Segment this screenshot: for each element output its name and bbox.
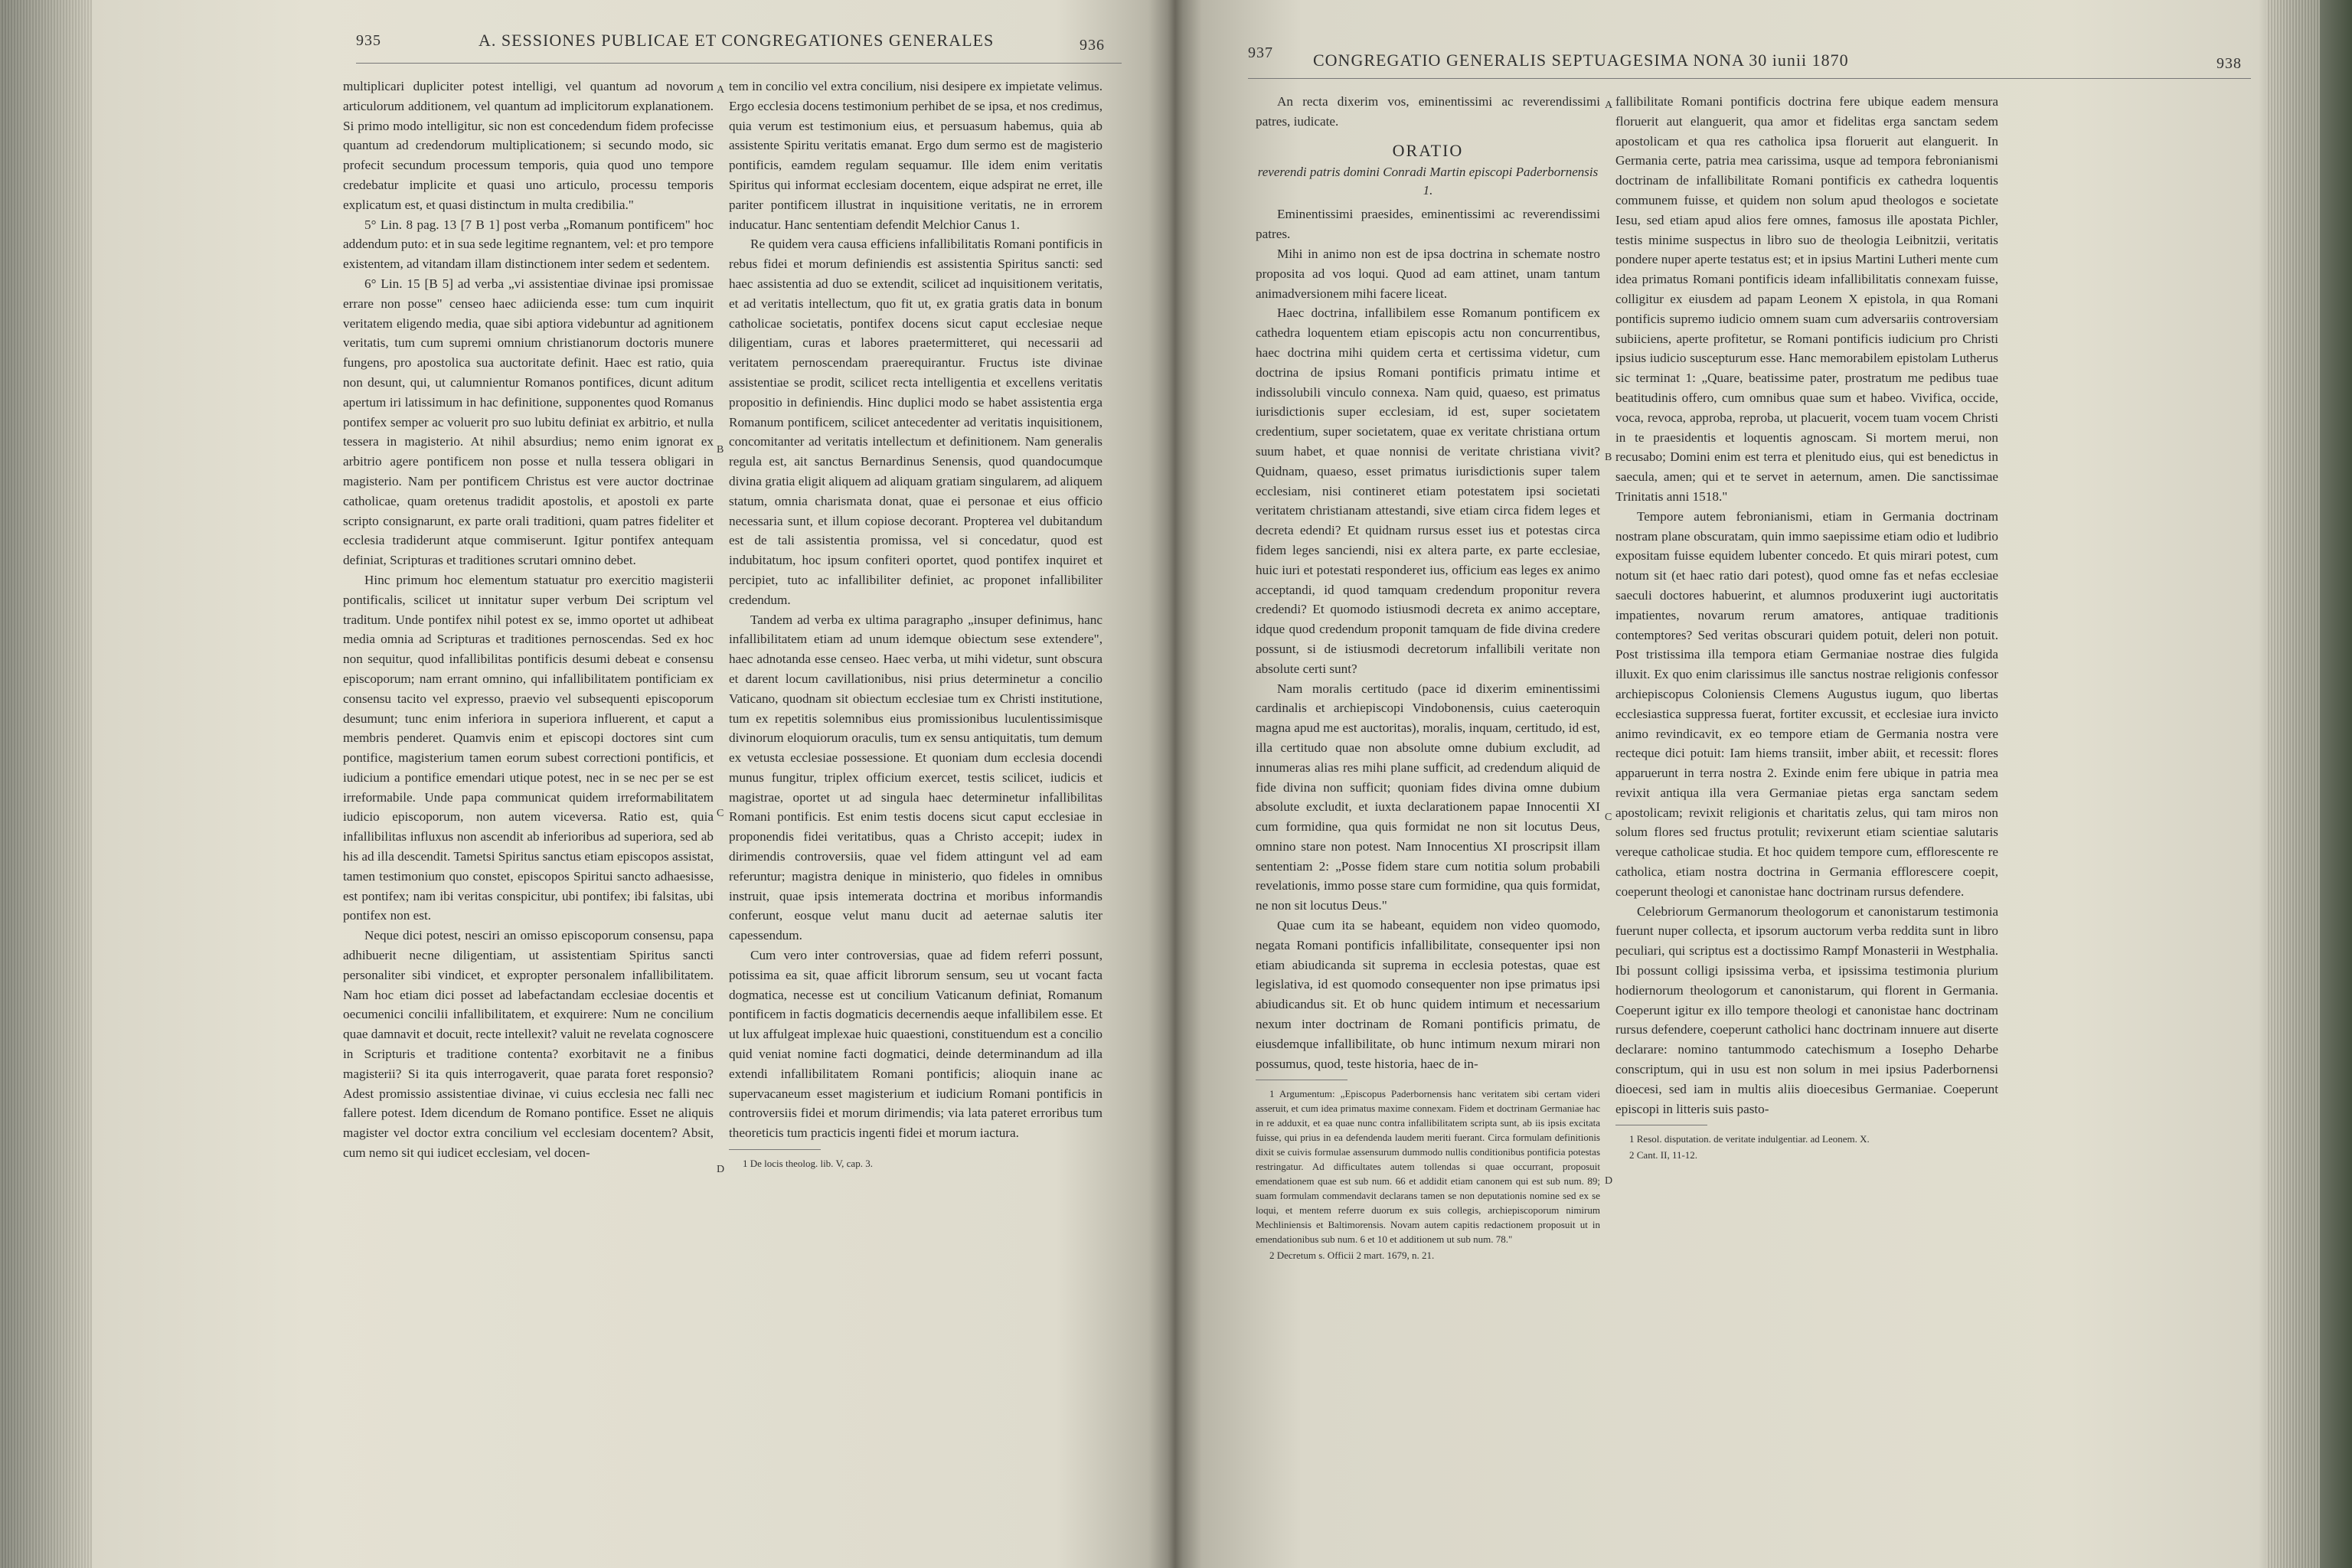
footnote <box>729 1156 1102 1171</box>
paragraph: Celebriorum Germanorum theologorum et canonistarum testimonia fuerunt nuper collecta, et ipsorum auctorum verba reddita sunt in libro peculiari, qui scriptus est a doctissimo Rampf Monasterii in Westphalia. Ibi possunt colligi ipsissima verba, et ipsissima testimonia plurium hodiernorum theologorum et canonistarum, qui florent in Germania. Coeperunt igitur ex illo tempore theologi et canonistae hanc doctrinam rursus defendere, coeperunt catholici hanc doctrinam innuere aut diserte declarare: nomino tantummodo catechismum a Iosepho Deharbe conscriptum, qui in usu est non solum in mei ipsius Paderbornensi dioecesi, sed iam in multis aliis dioecesibus Germaniae. Coeperunt episcopi in litteris suis pasto- <box>1615 903 1998 1116</box>
right-page-column-2 <box>1615 92 1998 1164</box>
oratio-heading: ORATIO <box>1392 140 1464 160</box>
left-page <box>337 0 1133 1568</box>
page-number-938: 938 <box>2216 55 2242 72</box>
paragraph: Tempore autem febronianismi, etiam in Germania doctrinam nostram plane obscuratam, quin immo saepissime etiam odio et ludibrio expositam fuisse equidem lubenter concedo. Et quis mirari potest, cum notum sit (et haec ratio dari potest), quod omne fas et nefas ecclesiae saeculi doctores habuerint, et alumnos produxerint iugi auctoritatis impatientes, novarum rerum amatores, antiquae traditionis contemptores? Sed veritas obscurari quidem potuit, deleri non potuit. Post tristissima illa tempora etiam Germaniae nostrae dies fulgida illuxit. Ex quo enim clarissimus ille sanctus nostrae religionis confessor archiepiscopus Coloniensis Clemens Augustus iugum, quo libertas ecclesiastica suppressa fuerat, fortiter excussit, et ecclesiae iura invicto animo revindicavit, ex eo tempore etiam de Germania nostra vere recteque dici potuit: Iam hiems transiit, imber abiit, et recessit: flores apparuerunt in terra nostra 2. Exinde enim fere ubique in patria mea revixit antiqua illa vera Germaniae pietas erga sanctam sedem apostolicam; revixit religionis et charitatis zelus, qui tam miros non solum flores sed fructus protulit; revixerunt etiam scientiae salutaris vereque catholicae studia. Et hoc quidem tempore cum, efflorescente re catholica, etiam nostra doctrina in Germania efflorescere coepit, coeperunt theologi et canonistae hanc doctrinam rursus defendere. <box>1615 508 1998 899</box>
header-rule-right <box>1248 78 2251 79</box>
running-title-left: A. SESSIONES PUBLICAE ET CONGREGATIONES GENERALES <box>479 31 995 50</box>
paragraph: Nam moralis certitudo (pace id dixerim eminentissimi cardinalis et archiepiscopi Vindobonensis, cuius caeteroquin magna apud me est auctoritas), moralis, inquam, certitudo, id est, illa certitudo quae non absolute omne dubium excludit, ad innumeras alias res mihi plane sufficit, ad credendum aliquid de fide divina non sufficit; quoniam fides divina omne dubium absolute excludit, et iuxta declarationem papae Innocentii XI cum formidine, qua quis formidat ne non sit locutus Deus, omnino stare non potest. Nam Innocentius XI proscripsit illam sententiam 2: „Posse fidem stare cum notitia solum probabili revelationis, immo posse stare cum formidine, qua quis formidat, ne non sit locutus Deus." <box>1256 681 1600 913</box>
left-page-column-1 <box>343 77 714 1163</box>
margin-marker-c: C <box>717 808 724 819</box>
footnote-text: 1 De locis theolog. lib. V, cap. 3. <box>743 1158 873 1170</box>
header-rule-left <box>356 63 1122 64</box>
paragraph: 6° Lin. 15 [B 5] ad verba „vi assistentiae divinae ipsi promissae errare non posse" censeo haec adiicienda esse: tum cum inquirit veritatem eligendo media, quae sibi aptiora videbuntur ad agnitionem veritatis, tum cum supremi omnium christianorum doctoris munere fungens, pro apostolica sua auctoritate definit. Haec est ratio, quia non desunt, qui, ut calumnientur Romanos pontifices, dicunt aditum apertum iri latissimum in hac definitione, supponentes quod Romanus pontifex semper ac voluerit pro suo lubitu definiat ex arbitrio, et nulla tessera in magisterio. At nihil absurdius; nemo enim ignorat ex arbitrio agere pontificem non posse et nulla tessera obligari in magisterio. Nam per pontificem Christus est vere auctor doctrinae catholicae, quam oretenus tradidit apostolis, et apostoli ex parte scripto consignarunt, ex parte orali traditioni, quam patres fideliter et ecclesia tradiderunt atque commiserunt. Igitur pontifex antequam definiat, Scripturas et traditiones scrutari omnino debet. <box>343 276 714 568</box>
paragraph: fallibilitate Romani pontificis doctrina fere ubique eadem mensura floruerit aut elanguerit, qua amor et fidelitas erga sanctam sedem apostolicam et qua res catholica ipsa floruerit aut elanguerit. In Germania certe, patria mea carissima, usque ad tempora febronianismi doctrinam de infallibilitate Romani pontificis ex cathedra loquentis communem fuisse, et quidem non solum apud theologos e societate Iesu, sed etiam apud alios fere omnes, famosus ille apostata Pichler, testis minime suspectus in libro suo de theologia Leibnitzii, veritatis pondere nuper aperte testatus est; et in ipsius Martini Lutheri mente cum idea primatus Romani pontificis ideam infallibilitatis connexam fuisse, colligitur ex eiusdem ad papam Leonem X epistola, in qua Romani pontificis supremo iudicio omnem suam cum adversariis controversiam subiiciens, aperte profitetur, se Romani pontificis iudicium pro Christi ipsius iudicio suscepturum esse. Hanc memorabilem epistolam Lutherus sic terminat 1: „Quare, beatissime pater, prostratum me pedibus tuae beatitudinis offero, cum omnibus quae sum et habeo. Vivifica, occide, voca, revoca, approba, reproba, ut placuerit, vocem tuam vocem Christi in te praesidentis et loquentis agnoscam. Si mortem merui, non recusabo; Domini enim est terra et plenitudo eius, qui est benedictus in saecula, amen; qui et te servet in aeternum, amen. Die sanctissimae Trinitatis anni 1518." <box>1615 94 1998 504</box>
footnotes-column-2 <box>1615 1132 1998 1162</box>
margin-marker-a: A <box>1605 100 1613 111</box>
page-number-935: 935 <box>356 32 381 49</box>
paragraph: Mihi in animo non est de ipsa doctrina in schemate nostro proposita ad vos loqui. Quod ad eam attinet, unam tantum animadversionem mihi facere liceat. <box>1256 246 1600 301</box>
paragraph: multiplicari dupliciter potest intelligi, vel quantum ad novorum articulorum additionem, vel quantum ad implicitorum explanationem. Si primo modo intelligitur, sic non est concedendum fidem profecisse quantum ad credendorum multiplicationem; si secundo modo, sic profecit secundum processum temporis, quia quod uno tempore credebatur implicite et quasi uno articulo, processu temporis explicatum est, et quasi distinctum in multa credibilia." <box>343 79 714 212</box>
footnote-text: 2 Decretum s. Officii 2 mart. 1679, n. 21. <box>1269 1250 1435 1262</box>
paragraph: Tandem ad verba ex ultima paragrapho „insuper definimus, hanc infallibilitatem etiam ad unum idemque obiectum sese extendere", haec adnotanda esse censeo. Haec verba, ut mihi videtur, sunt obscura et darent locum cavillationibus, nisi prius determinetur a concilio Vaticano, quodnam sit obiectum ecclesiae tum ex Christi institutione, tum ex repetitis solemnibus eius promissionibus luculentissimisque divinorum eloquiorum oraculis, tum ex sensu antiquitatis, tum demum ex vetusta ecclesiae possessione. Et quoniam dum ecclesia docendi munus fungitur, triplex officium exercet, testis scilicet, iudicis et magistrae, oportet ut ad singula haec determinetur infallibilitas Romani pontificis. Est enim testis docens sicut caput ecclesiae in proponendis fidei veritatibus, quas a Christo accepit; iudex in dirimendis controversiis, quae vel fidem attingunt vel ad eam referuntur; magistra denique in ministerio, quo fideles in omnibus instruit, quae ipsis intemerata doctrina et moribus informandis conferunt, eosque velut manu ducit ad aeternae salutis iter capessendum. <box>729 612 1102 943</box>
margin-marker-b: B <box>717 444 724 456</box>
margin-marker-d: D <box>1605 1175 1613 1187</box>
oratio-subtitle: reverendi patris domini Conradi Martin episcopi Paderbornensis 1. <box>1257 165 1599 198</box>
paragraph: Neque dici potest, nesciri an omisso episcoporum consensu, papa adhibuerit necne diligentiam, ut assistentiam Spiritus sancti personaliter sibi vindicet, et expropter personalem infallibilitatem. Nam hoc etiam dici posset ad labefactandam ecclesiae docentis et oecumenici concilii infallibilitatem, et exquirere: Num ne concilium quae damnavit et docuit, recte intellexit? valuit ne revelata cognoscere in Scripturis et traditione contenta? exorbitavit ne a finibus magisterii? Si ita quis interrogaverit, quae parata foret responsio? Adest promissio assistentiae divinae, vi cuius ecclesia nec falli nec fallere potest. Idem dicendum de Romano pontifice. Esset ne aliquis magister vel doctor extra concilium vel ecclesiam docentem? Absit, cum nemo sit qui iudicet ecclesiam, vel docen- <box>343 928 714 1161</box>
margin-marker-a: A <box>717 84 725 96</box>
page-edges-left <box>0 0 92 1568</box>
left-page-column-2 <box>729 77 1102 1172</box>
paragraph: Quae cum ita se habeant, equidem non video quomodo, negata Romani pontificis infallibilitate, consequenter ipsi non etiam abiudicanda sit suprema in ecclesia potestas, quae est legislativa, id est quomodo consequenter non ipse primatus ipsi abiudicandus sit. Et ob hunc quidem intimum et necessarium nexum inter doctrinam de Romani pontificis primatu, de eiusdemque infallibilitate, ob hunc intimum nexum mirari non possumus, quod, teste historia, haec de in- <box>1256 918 1600 1071</box>
footnote-text: 2 Cant. II, 11-12. <box>1629 1149 1698 1161</box>
footnote-text: 1 Resol. disputation. de veritate indulgentiar. ad Leonem. X. <box>1629 1133 1870 1145</box>
footnote-text: 1 Argumentum: „Episcopus Paderbornensis hanc veritatem sibi certam videri asseruit, et cum idea primatus maxime connexam. Fidem et doctrinam Germaniae hac in re adduxit, et ea quae nunc contra infallibilitatem scripta sunt, ab iis ipsis excitata fuisse, qui prius in ea defendenda laudem meriti fuerant. Circa formulam definitionis dixit se cuivis formulae assensurum dummodo nullis conditionibus pontificia potestas restringatur. Ad difficultates autem tollendas si quae occurrant, proposuit emendationem quae est sub num. 66 et addidit etiam canonem qui est sub num. 89; suam formulam commendavit declarans tamen se non deputationis nomine sed ex se loqui, et mentem referre duorum ex suis collegis, archiepiscoporum nimirum Mechliniensis et Baltimorensis. Novam autem capitis redactionem proposuit ut in emendationibus sub num. 6 et 10 et additionem ut sub num. 78." <box>1256 1088 1600 1246</box>
paragraph: Eminentissimi praesides, eminentissimi ac reverendissimi patres. <box>1256 207 1600 242</box>
paragraph: Cum vero inter controversias, quae ad fidem referri possunt, potissima ea sit, quae afficit librorum sensum, seu ut vocant facta dogmatica, necesse est ut concilium Vaticanum definiat, Romanum pontificem in factis dogmaticis decernendis aeque infallibilem esse. Et ut lux affulgeat implexae huic quaestioni, constituendum est a concilio quid veniat nomine facti dogmatici, deinde determinandum ad illa extendi infallibilitatem Romani pontificis; alioquin inane ac supervacaneum esset magisterium et iudicium Romani pontificis in controversiis fidei et morum dirimendis; via lata pateret erroribus tum theoreticis tum practicis ingenti fidei et morum iactura. <box>729 948 1102 1141</box>
paragraph: tem in concilio vel extra concilium, nisi desipere ex impietate velimus. Ergo ecclesia docens testimonium perhibet de se ipsa, et nos credimus, quia verum est testimonium eius, et persuasum habemus, quia ab assistente Spiritu veritatis emanat. Ergo dum sermo est de magisterio pontificis, eamdem regulam sequamur. Ille idem enim veritatis Spiritus qui informat ecclesiam docentem, eique adspirat ne erret, ille pariter pontificem illustrat in inquisitione veritatis, ne in errorem inducatur. Hanc sententiam defendit Melchior Canus 1. <box>729 79 1102 232</box>
right-page-column-1 <box>1256 92 1600 1264</box>
page-number-937: 937 <box>1248 44 1273 61</box>
margin-marker-b: B <box>1605 452 1612 463</box>
running-title-right: CONGREGATIO GENERALIS SEPTUAGESIMA NONA 30 iunii 1870 <box>1313 51 1849 70</box>
paragraph: 5° Lin. 8 pag. 13 [7 B 1] post verba „Romanum pontificem" hoc addendum puto: et in sua sede legitime regnantem, vel: et pro tempore existentem, ad vitandam illam distinctionem inter sedem et sedentem. <box>343 217 714 272</box>
page-number-936: 936 <box>1080 37 1105 54</box>
paragraph: Re quidem vera causa efficiens infallibilitatis Romani pontificis in rebus fidei et morum definiendis est assistentia Spiritus sancti: sed haec assistentia ad duo se extendit, scilicet ad inquisitionem veritatis, et ad veritatis intellectum, quo fit ut, ex gratia gratis data in bonum catholicae societatis, pontifex docens sicut caput ecclesiae neque diligentiam, curas et labores praetermitteret, qui necessarii ad veritatem pernoscendam praerequirantur. Fructus iste divinae assistentiae se prodit, scilicet recta intelligentia et excellens veritatis propositio in definiendis. Hinc duplici modo se habet assistentia erga Romanum pontificem, scilicet antecedenter ad veritatis inquisitionem, concomitanter ad veritatis intellectum et definitionem. Nam generalis regula est, ait sanctus Bernardinus Senensis, quod quandocumque divina gratia eligit aliquem ad aliquam gratiam singularem, ad aliquem statum, omnia charismata donat, quae ei personae et eius officio necessaria sunt, et illum copiose decorant. Propterea vel dubitandum est de tali assistentia promissa, vel si concedatur, quod est indubitatum, hoc ipsum confiteri oportet, quod pontifex inquiret et percipiet, tuto ac infallibiliter definiet, ac proponet infallibiliter credendum. <box>729 237 1102 607</box>
intro-line: An recta dixerim vos, eminentissimi ac reverendissimi patres, iudicate. <box>1256 94 1600 129</box>
margin-marker-d: D <box>717 1164 725 1175</box>
footnote-rule <box>729 1149 821 1150</box>
left-page-header <box>337 29 1133 55</box>
right-page-header <box>1225 29 2282 72</box>
footnotes-column-1 <box>1256 1086 1600 1263</box>
margin-marker-c: C <box>1605 812 1612 823</box>
paragraph: Hinc primum hoc elementum statuatur pro exercitio magisterii pontificalis, scilicet ut innitatur super verbum Dei scriptum vel traditum. Unde pontifex nihil potest ex se, immo oportet ut adhibeat media omnia ad Scripturas et traditiones pernoscendas. Sed ex hoc non sequitur, quod infallibilitas pontificis desumi debeat e consensu episcoporum; nam errant omnino, qui infallibilitatem pontificiam ex consensu tacito vel expresso, praevio vel subsequenti episcoporum desumunt; tunc enim inferiora in superiora influerent, et caput a membris penderet. Quamvis enim et episcopi doctores sint cum pontifice, magisterium tamen eorum subest correctioni pontificis, et iudicium a pontifice emendari utique potest, nec in se nec per se est irreformabile. Unde papa communicat quidem irreformabilitatem iudicio episcoporum, non autem viceversa. Ratio est, quia infallibilitas influxus non ascendit ab inferioribus ad superiora, sed ab his ad illa descendit. Tametsi Spiritus sanctus etiam episcopos assistat, tamen testimonium quo constet, episcopos Spiritui sancto adhaesisse, est pontifex; nam ibi veritas conspicitur, ubi pontifex; ibi falsitas, ubi pontifex non est. <box>343 572 714 923</box>
right-page <box>1225 0 2282 1568</box>
paragraph: Haec doctrina, infallibilem esse Romanum pontificem ex cathedra loquentem etiam episcopis actu non concurrentibus, haec doctrina mihi quidem certa et certissima videtur, cum doctrina de ipsius Romani pontificis primatu intime et indissolubili vinculo connexa. Nam quid, quaeso, est primatus iurisdictionis super ecclesiam, id est, super societatem credentium, super societatem, quae ex veritate christiana ortum suum habet, et quae nonnisi de veritate christiana vivit? Quidnam, quaeso, esset primatus iurisdictionis super talem ecclesiam, nisi contineret etiam potestatem ipsi societati veritatem christianam attestandi, sive etiam circa fidem leges et decreta edendi? Et quidnam rursus esset ius et potestas circa fidem leges sanciendi, nisi ex altera parte, ex parte ecclesiae, huic iuri et potestati responderet ius, officium eas leges ex animo acceptandi, id quod tamquam credendum proponitur revera credendi? Et quomodo istiusmodi decreta ex animo acceptare, idque quod credendum proponit tamquam de fide divina credere possunt, si de istiusmodi decretorum infallibili veritate non absolute certi sunt? <box>1256 305 1600 676</box>
